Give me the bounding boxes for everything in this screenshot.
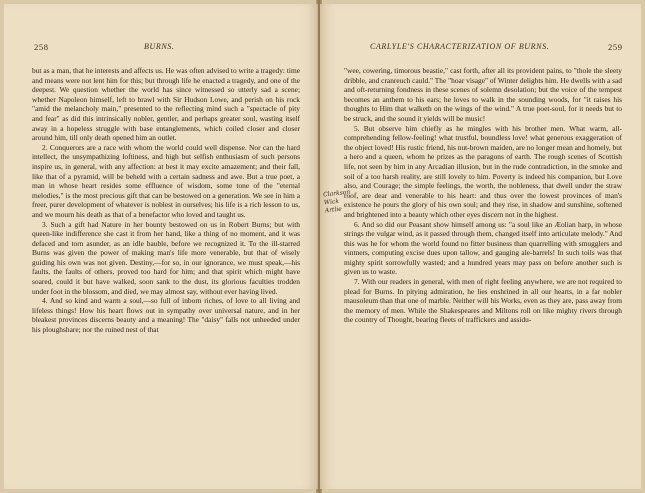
paragraph: 4. And so kind and warm a soul,—so full of inborn riches, of love to all living and lifeless things! How his heart flows out in sympathy over universal nature, and in her bleakest provinces discerns beauty and a meaning! The "daisy" falls not unheeded under his ploughshare; nor the ruined nest of that bbox=[32, 296, 300, 335]
right-page-body bbox=[344, 66, 622, 325]
paragraph: but as a man, that he interests and affects us. He was often advised to write a tragedy: time and means were not lent him for this; but through life he enacted a tragedy, and one of the deepest. We question whether the world has since witnessed so utterly sad a scene; whether Napoleon himself, left to brawl with Sir Hudson Lowe, and perish on his rock "amid the melancholy main," presented to the reflecting mind such a "spectacle of pity and fear" as did this intrinsically nobler, gentler, and perhaps greater soul, wasting itself away in a hopeless struggle with base entanglements, which coiled closer and closer around him, till only death opened him an outlet. bbox=[32, 66, 300, 143]
paragraph: 5. But observe him chiefly as he mingles with his brother men. What warm, all-comprehending fellow-feeling! what trustful, boundless love! what generous exaggeration of the object loved! His rustic friend, his nut-brown maiden, are no longer mean and homely, but a hero and a queen, whom he prizes as the paragons of earth. The rough scenes of Scottish life, not seen by him in any Arcadian illusion, but in the rude contradiction, in the smoke and soil of a too harsh reality, are still lovely to him. Poverty is indeed his companion, but Love also, and Courage; the simple feelings, the worth, the nobleness, that dwell under the straw roof, are dear and venerable to his heart: and thus over the lowest provinces of man's existence he pours the glory of his own soul; and they rise, in shadow and sunshine, softened and brightened into a beauty which other eyes discern not in the highest. bbox=[344, 123, 622, 219]
paragraph: 2. Conquerors are a race with whom the world could well dispense. Nor can the hard intellect, the unsympathizing loftiness, and high but selfish enthusiasm of such persons inspire us, in general, with any affection: at best it may excite amazement; and their fall, like that of a pyramid, will be beheld with a certain sadness and awe. But a true poet, a man in whose heart resides some effluence of wisdom, some tone of the "eternal melodies," is the most precious gift that can be bestowed on a generation. We see in him a freer, purer development of whatever is noblest in ourselves; his life is a rich lesson to us, and we mourn his death as that of a benefactor who loved and taught us. bbox=[32, 142, 300, 219]
margin-note-line: Wick bbox=[323, 197, 340, 207]
margin-note-line: Artlie bbox=[324, 205, 343, 215]
left-page-number: 258 bbox=[34, 42, 49, 52]
left-page-body bbox=[32, 66, 300, 335]
left-page bbox=[4, 4, 318, 489]
paragraph: 6. And so did our Peasant show himself among us: "a soul like an Æolian harp, in whose strings the vulgar wind, as it passed through them, changed itself into articulate melody." And this was he for whom the world found no fitter business than quarrelling with smugglers and vintners, computing excise dues upon tallow, and gauging ale-barrels! In such toils was that mighty spirit sorrowfully wasted; and a hundred years may pass on before another such is given us to waste. bbox=[344, 219, 622, 277]
paragraph: 3. Such a gift had Nature in her bounty bestowed on us in Robert Burns; but with queen-like indifference she cast it from her hand, like a thing of no moment, and it was defaced and torn asunder, as an idle bauble, before we recognized it. To the ill-starred Burns was given the power of making man's life more venerable, but that of wisely guiding his own was not given. Destiny,—for so, in our ignorance, we must speak,—his faults, the faults of others, proved too hard for him; and that spirit which might have soared, could it but have walked, soon sank to the dust, its glorious faculties trodden under foot in the blossom, and died, we may almost say, without ever having lived. bbox=[32, 219, 300, 296]
paragraph: 7. With our readers in general, with men of right feeling anywhere, we are not required to plead for Burns. In pitying admiration, he lies enshrined in all our hearts, in a far nobler mausoleum than that one of marble. Neither will his Works, even as they are, pass away from the memory of men. While the Shakespeares and Miltons roll on like mighty rivers through the country of Thought, bearing fleets of traffickers and assidu- bbox=[344, 277, 622, 325]
right-page-number: 259 bbox=[608, 42, 623, 52]
margin-note-line: Clarkson bbox=[322, 188, 351, 199]
right-running-head: CARLYLE'S CHARACTERIZATION OF BURNS. bbox=[370, 42, 550, 51]
left-running-head: BURNS. bbox=[144, 42, 175, 51]
right-page bbox=[320, 4, 641, 489]
paragraph: "wee, cowering, timorous beastie," cast forth, after all its provident pains, to "thole the sleety dribble, and cranreuch cauld." The "hoar visage" of Winter delights him. He dwells with a sad and oft-returning fondness in these scenes of solemn desolation; but the voice of the tempest becomes an anthem to his ears; he loves to walk in the sounding woods, for "it raises his thoughts to Him that walketh on the wings of the wind." A true poet-soul, for it needs but to be struck, and the sound it yields will be music! bbox=[344, 66, 622, 123]
